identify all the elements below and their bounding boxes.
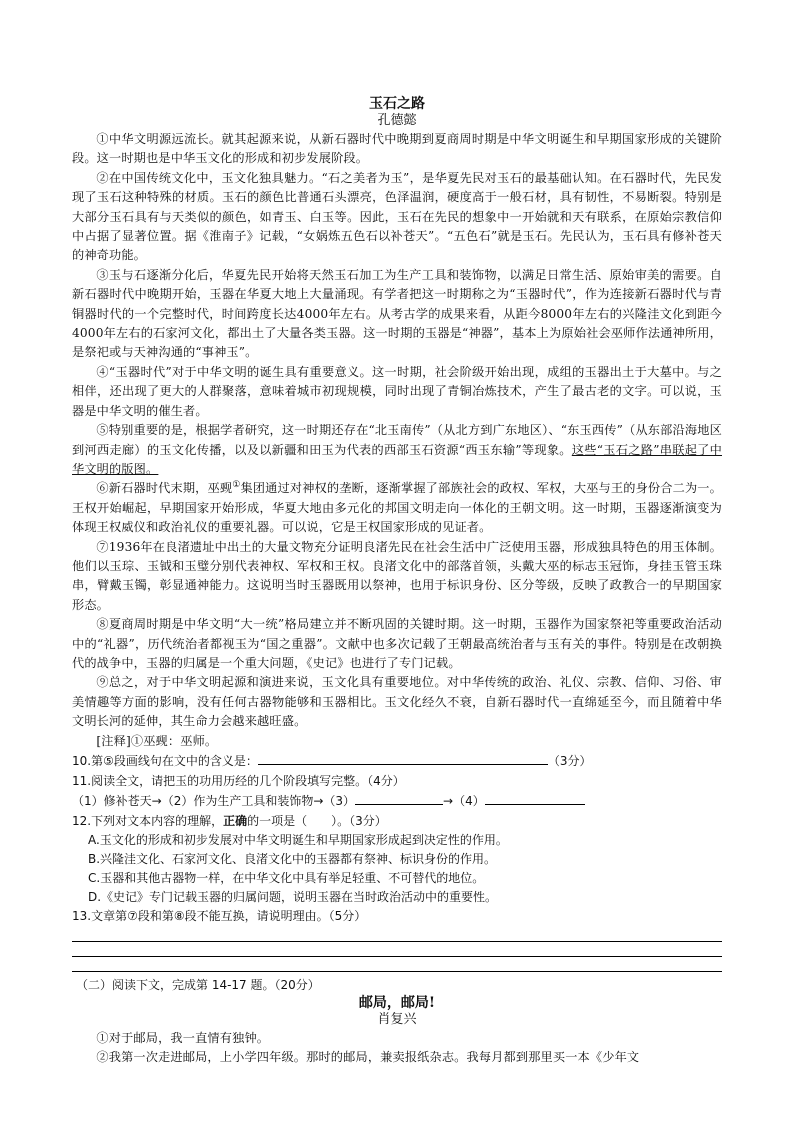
option-b[interactable]: B.兴隆洼文化、石家河文化、良渚文化中的玉器都有祭神、标识身份的作用。 [88,852,497,866]
question-10-score: （3分） [547,754,592,768]
answer-blank-10[interactable] [258,751,548,765]
question-13: 13.文章第⑦段和第⑧段不能互换，请说明理由。（5分） [72,909,367,923]
option-d[interactable]: D.《史记》专门记载玉器的归属问题，说明玉器在当时政治活动中的重要性。 [88,890,498,904]
section-2-author: 肖复兴 [377,1011,417,1027]
paragraph-6 [72,479,722,537]
question-12-pre: 12.下列对文本内容的理解， [72,813,224,828]
question-10 [72,751,722,772]
answer-blank-11-3[interactable] [355,791,443,805]
section-2-heading: （二）阅读下文，完成第 14-17 题。（20分） [76,977,320,992]
paragraph-5-text: ⑤特别重要的是，根据学者研究，这一时期还存在“北玉南传”（从北方到广东地区）、“东玉西传”（从东部沿海地区到河西走廊）的玉文化传播，以及以新疆和田玉为代表的西部玉石资源“西玉东输”等现象。 [72,423,722,457]
footnote: [注释]①巫觋：巫师。 [96,733,218,748]
paragraph-6-pre: ⑥新石器时代末期，巫觋 [96,481,233,496]
option-a[interactable]: A.玉文化的形成和初步发展对中华文明诞生和早期国家形成起到决定性的作用。 [88,833,508,847]
answer-line-2[interactable] [72,942,722,957]
stage-text: （1）修补苍天→（2）作为生产工具和装饰物→（3） [72,794,356,808]
question-11-stages [72,791,722,812]
paragraph-1: ①中华文明源远流长。就其起源来说，从新石器时代中晚期到夏商周时期是中华文明诞生和早期国家形成的关键阶段。这一时期也是中华玉文化的形成和初步发展阶段。 [72,132,722,166]
answer-blank-11-4[interactable] [485,791,585,805]
answer-line-1[interactable] [72,927,722,942]
paragraph-6-post: 集团通过对神权的垄断，逐渐掌握了部族社会的政权、军权，大巫与王的身份合二为一。王权开始崛起，早期国家开始形成，华夏大地由多元化的邦国文明走向一体化的王朝文明。这一时期，玉器逐渐演变为体现王权威仪和政治礼仪的重要礼器。可以说，它是王权国家形成的见证者。 [72,481,722,535]
question-12-emphasis: 正确 [223,813,248,828]
section-2-paragraph-2: ②我第一次走进邮局，上小学四年级。那时的邮局，兼卖报纸杂志。我每月都到那里买一本《少年文 [96,1049,640,1064]
paragraph-4: ④“玉器时代”对于中华文明的诞生具有重要意义。这一时期，社会阶级开始出现，成组的玉器出土于大墓中。与之相伴，还出现了更大的人群聚落，意味着城市初现规模，同时出现了青铜冶炼技术，产生了最古老的文字。可以说，玉器是中华文明的催生者。 [72,364,722,418]
question-11: 11.阅读全文，请把玉的功用历经的几个阶段填写完整。（4分） [72,773,405,788]
paragraph-5 [72,421,722,479]
paragraph-3: ③玉与石逐渐分化后，华夏先民开始将天然玉石加工为生产工具和装饰物，以满足日常生活、原始审美的需要。自新石器时代中晚期开始，玉器在华夏大地上大量涌现。有学者把这一时期称之为“玉器时代”，作为连接新石器时代与青铜器时代的一个完整时代，时间跨度长达4000年左右。从考古学的成果来看，从距今8000年左右的兴隆洼文化到距今4000年左右的石家河文化，都出土了大量各类玉器。这一时期的玉器是“神器”，基本上为原始社会巫师作法通神所用，是祭祀或与天神沟通的“事神玉”。 [72,267,722,360]
stage-arrow: →（4） [443,794,485,808]
paragraph-8: ⑧夏商周时期是中华文明“大一统”格局建立并不断巩固的关键时期。这一时期，玉器作为国家祭祀等重要政治活动中的“礼器”，历代统治者都视玉为“国之重器”。文献中也多次记载了王朝最高统治者与玉有关的事件。特别是在改朝换代的战争中，玉器的归属是一个重大问题，《史记》也进行了专门记载。 [72,617,722,670]
answer-line-3[interactable] [72,957,722,972]
section-2-title: 邮局，邮局! [358,994,436,1011]
article-title: 玉石之路 [369,96,425,112]
option-c[interactable]: C.玉器和其他古器物一样，在中华文化中具有举足轻重、不可替代的地位。 [88,871,485,885]
section-2-paragraph-1: ①对于邮局，我一直情有独钟。 [96,1030,270,1045]
paragraph-9: ⑨总之，对于中华文明起源和演进来说，玉文化具有重要地位。对中华传统的政治、礼仪、宗教、信仰、习俗、审美情趣等方面的影响，没有任何古器物能够和玉器相比。玉文化经久不衰，自新石器时代一直绵延至今，而且随着中华文明长河的延伸，其生命力会越来越旺盛。 [72,675,722,729]
article-author: 孔德懿 [377,113,417,128]
question-10-text: 10.第⑤段画线句在文中的含义是： [72,754,258,768]
paragraph-7: ⑦1936年在良渚遗址中出土的大量文物充分证明良渚先民在社会生活中广泛使用玉器，形成独具特色的用玉体制。他们以玉琮、玉钺和玉璧分别代表神权、军权和王权。良渚文化中的部落首领，头戴大巫的标志玉冠饰，身挂玉管玉珠串，臂戴玉镯，彰显通神能力。这说明当时玉器既用以祭神，也用于标识身份、区分等级，反映了政教合一的早期国家形态。 [72,539,722,612]
footnote-marker: ① [232,480,241,491]
question-12-post: 的一项是（ ）。（3分） [247,813,387,828]
paragraph-2: ②在中国传统文化中，玉文化独具魅力。“石之美者为玉”，是华夏先民对玉石的最基础认知。在石器时代，先民发现了玉石这种特殊的材质。玉石的颜色比普通石头漂亮，色泽温润，硬度高于一般石材，具有韧性，不易断裂。特别是大部分玉石具有与天类似的颜色，如青玉、白玉等。因此，玉石在先民的想象中一开始就和天有联系，在原始宗教信仰中占据了显著位置。据《淮南子》记载，“女娲炼五色石以补苍天”。“五色石”就是玉石。先民认为，玉石具有修补苍天的神奇功能。 [72,170,722,263]
exam-page [72,96,722,1067]
underlined-sentence: 这些“玉石之路”串联起了中华文明的版图。 [72,442,722,476]
question-12 [72,812,722,832]
